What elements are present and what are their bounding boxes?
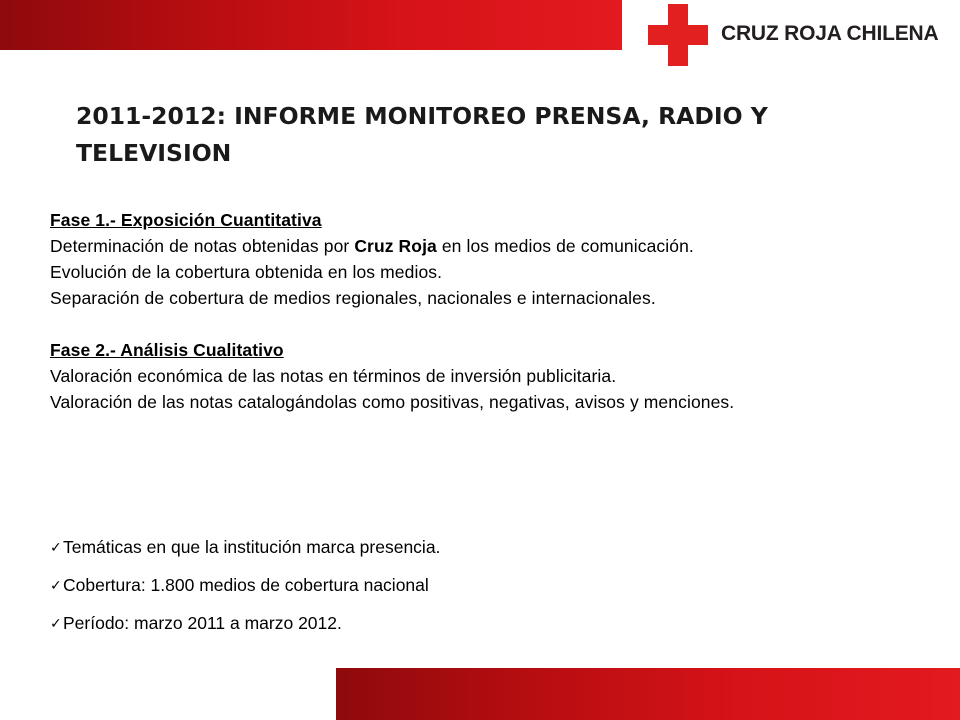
- cruz-roja-logo: [648, 4, 948, 66]
- list-item: ✓ Temáticas en que la institución marca presencia.: [50, 534, 870, 572]
- bottom-decorative-bar: [336, 668, 960, 720]
- fase1-line-3: Separación de cobertura de medios regionales, nacionales e internacionales.: [50, 288, 656, 308]
- slide-body: [50, 207, 870, 415]
- slide-title: 2011-2012: INFORME MONITOREO PRENSA, RADIO Y TELEVISION: [76, 102, 768, 167]
- fase1-line-1: Determinación de notas obtenidas por Cruz Roja en los medios de comunicación.: [50, 236, 694, 256]
- fase2-heading: Fase 2.- Análisis Cualitativo: [50, 340, 284, 360]
- checkmark-icon: ✓: [50, 615, 62, 631]
- list-item: ✓ Período: marzo 2011 a marzo 2012.: [50, 610, 870, 648]
- checkmark-icon: ✓: [50, 577, 62, 593]
- list-item: ✓ Cobertura: 1.800 medios de cobertura nacional: [50, 572, 870, 610]
- red-cross-icon: [648, 4, 708, 66]
- fase2-line-2: Valoración de las notas catalogándolas como positivas, negativas, avisos y menciones.: [50, 392, 735, 412]
- top-decorative-bar: [0, 0, 622, 50]
- fase1-heading: Fase 1.- Exposición Cuantitativa: [50, 210, 322, 230]
- checkmark-icon: ✓: [50, 539, 62, 555]
- fase2-line-1: Valoración económica de las notas en términos de inversión publicitaria.: [50, 366, 617, 386]
- fase1-line-2: Evolución de la cobertura obtenida en los medios.: [50, 262, 443, 282]
- checklist: [50, 534, 870, 648]
- logo-text: CRUZ ROJA CHILENA: [721, 22, 939, 45]
